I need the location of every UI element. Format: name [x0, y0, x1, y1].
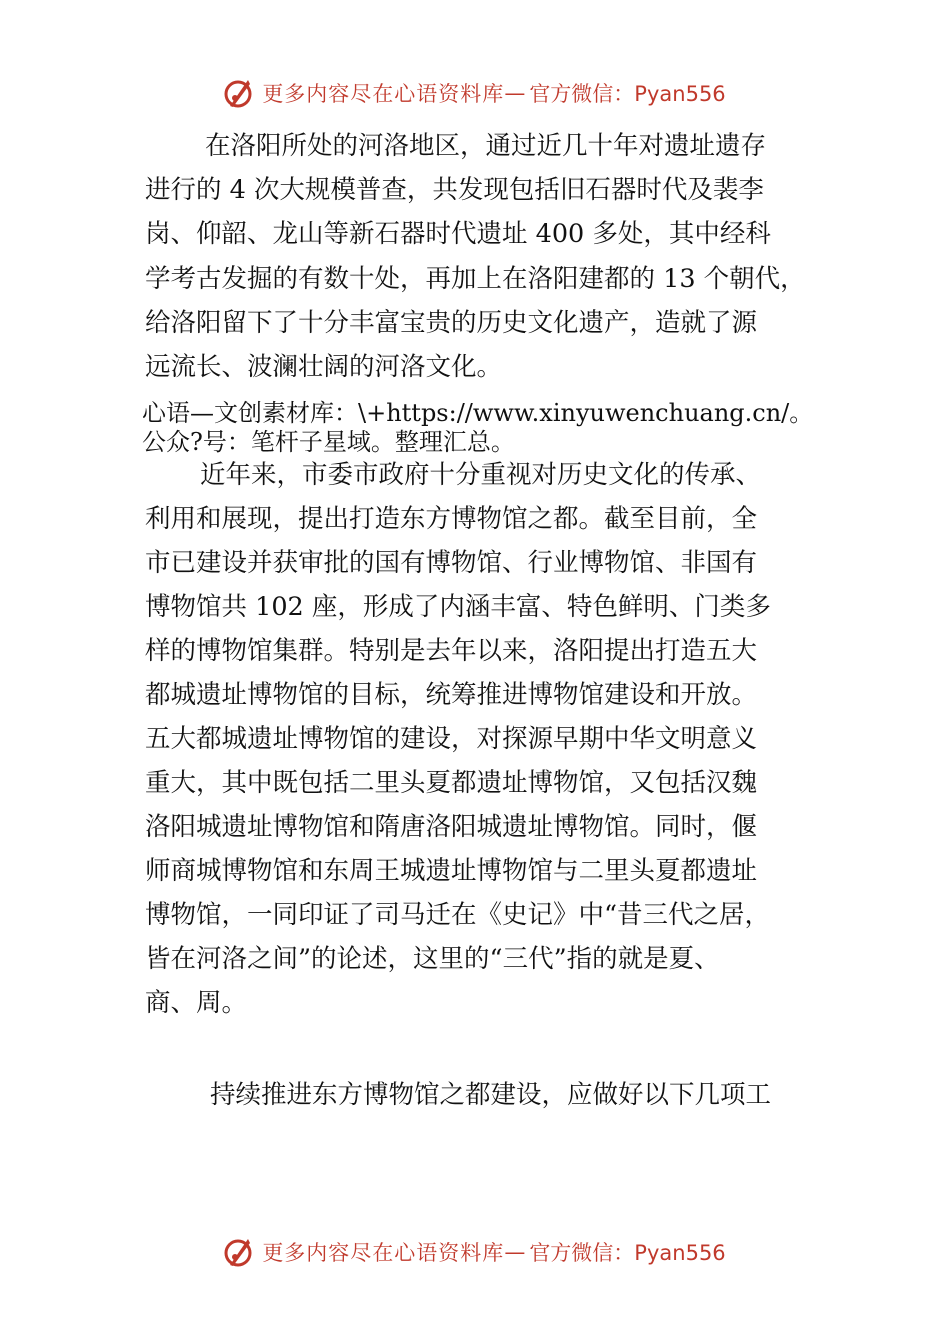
footer-separator: —	[504, 1240, 526, 1264]
text-line: 学考古发掘的有数十处，再加上在洛阳建都的 13 个朝代，	[145, 264, 806, 294]
footer-banner	[0, 1227, 950, 1277]
text-line: 商、周。	[145, 988, 248, 1018]
footer-brand-text: 更多内容尽在心语资料库	[262, 1241, 505, 1265]
text-line: 远流长、波澜壮阔的河洛文化。	[145, 352, 503, 382]
quill-logo-icon	[224, 1235, 254, 1269]
watermark-line-1: 心语—文创素材库：\+https://www.xinyuwenchuang.cn/。	[142, 399, 814, 427]
text-line: 五大都城遗址博物馆的建设，对探源早期中华文明意义	[145, 724, 758, 754]
text-line: 都城遗址博物馆的目标，统筹推进博物馆建设和开放。	[145, 680, 758, 710]
footer-wechat-text: 官方微信：Pyan556	[529, 1241, 726, 1265]
text-line: 利用和展现，提出打造东方博物馆之都。截至目前，全	[145, 504, 758, 534]
header-wechat-text: 官方微信：Pyan556	[529, 82, 726, 106]
watermark-line-2: 公众?号：笔杆子星域。整理汇总。	[142, 428, 515, 456]
header-banner	[0, 68, 950, 118]
text-line: 在洛阳所处的河洛地区，通过近几十年对遗址遗存	[205, 131, 767, 161]
text-line: 博物馆，一同印证了司马迁在《史记》中“昔三代之居，	[145, 900, 771, 930]
text-line: 博物馆共 102 座，形成了内涵丰富、特色鲜明、门类多	[145, 592, 771, 622]
text-line: 岗、仰韶、龙山等新石器时代遗址 400 多处，其中经科	[145, 219, 771, 249]
text-line: 皆在河洛之间”的论述，这里的“三代”指的就是夏、	[145, 944, 720, 974]
text-line: 洛阳城遗址博物馆和隋唐洛阳城遗址博物馆。同时，偃	[145, 812, 758, 842]
text-line: 样的博物馆集群。特别是去年以来，洛阳提出打造五大	[145, 636, 758, 666]
text-line: 给洛阳留下了十分丰富宝贵的历史文化遗产，造就了源	[145, 308, 758, 338]
text-line: 持续推进东方博物馆之都建设，应做好以下几项工	[210, 1080, 772, 1110]
text-line: 市已建设并获审批的国有博物馆、行业博物馆、非国有	[145, 548, 758, 578]
text-line: 重大，其中既包括二里头夏都遗址博物馆，又包括汉魏	[145, 768, 758, 798]
text-line: 进行的 4 次大规模普查，共发现包括旧石器时代及裴李	[145, 175, 764, 205]
header-brand-text: 更多内容尽在心语资料库	[262, 82, 505, 106]
text-line: 师商城博物馆和东周王城遗址博物馆与二里头夏都遗址	[145, 856, 758, 886]
header-separator: —	[504, 81, 526, 105]
quill-logo-icon	[224, 76, 254, 110]
text-line: 近年来，市委市政府十分重视对历史文化的传承、	[200, 460, 762, 490]
